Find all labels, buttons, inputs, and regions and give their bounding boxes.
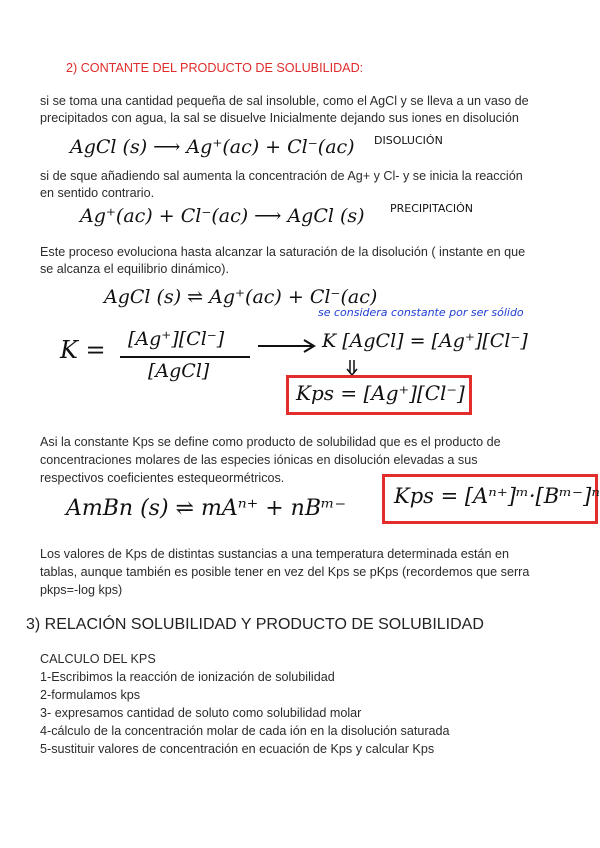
step-item: 3- expresamos cantidad de soluto como solubilidad molar bbox=[40, 706, 362, 720]
paragraph-2-line-1: si de sque añadiendo sal aumenta la concentración de Ag+ y Cl- y se inicia la reacción bbox=[40, 169, 523, 183]
paragraph-1-line-1: si se toma una cantidad pequeña de sal insoluble, como el AgCl y se lleva a un vaso de bbox=[40, 94, 529, 108]
section-3-subtitle: CALCULO DEL KPS bbox=[40, 652, 156, 666]
equation-equilibrium: AgCl (s) ⇌ Ag⁺(ac) + Cl⁻(ac) bbox=[104, 286, 378, 308]
equation-general: AmBn (s) ⇌ mAⁿ⁺ + nBᵐ⁻ bbox=[66, 496, 347, 521]
k-label: K = bbox=[60, 336, 106, 364]
kps-general-expression: Kps = [Aⁿ⁺]ᵐ·[Bᵐ⁻]ⁿ bbox=[394, 484, 600, 508]
handwritten-note-constant: se considera constante por ser sólido bbox=[318, 306, 524, 319]
k-numerator: [Ag⁺][Cl⁻] bbox=[128, 328, 225, 350]
step-item: 2-formulamos kps bbox=[40, 688, 141, 702]
step-item: 1-Escribimos la reacción de ionización de solubilidad bbox=[40, 670, 335, 684]
section-3-title: 3) RELACIÓN SOLUBILIDAD Y PRODUCTO DE SOLUBILIDAD bbox=[26, 616, 484, 633]
paragraph-2-line-2: en sentido contrario. bbox=[40, 186, 155, 200]
step-item: 4-cálculo de la concentración molar de cada ión en la disolución saturada bbox=[40, 724, 450, 738]
section-2-title: 2) CONTANTE DEL PRODUCTO DE SOLUBILIDAD: bbox=[66, 61, 364, 75]
k-rhs-expression: K [AgCl] = [Ag⁺][Cl⁻] bbox=[322, 330, 528, 352]
paragraph-4-line-1: Asi la constante Kps se define como producto de solubilidad que es el producto de bbox=[40, 435, 501, 449]
paragraph-4-line-2: concentraciones molares de las especies iónicas en disolución elevadas a sus bbox=[40, 453, 478, 467]
paragraph-3-line-1: Este proceso evoluciona hasta alcanzar la saturación de la disolución ( instante en que bbox=[40, 245, 526, 259]
paragraph-1-line-2: precipitados con agua, la sal se disuelve Inicialmente dejando sus iones en disolución bbox=[40, 111, 519, 125]
equation-precipitation: Ag⁺(ac) + Cl⁻(ac) ⟶ AgCl (s) bbox=[80, 205, 365, 227]
paragraph-3-line-2: se alcanza el equilibrio dinámico). bbox=[40, 262, 230, 276]
equation-dissolution: AgCl (s) ⟶ Ag⁺(ac) + Cl⁻(ac) bbox=[70, 136, 355, 158]
equation-precipitation-note: PRECIPITACIÓN bbox=[390, 202, 474, 215]
paragraph-4-line-3: respectivos coeficientes estequeormétricos. bbox=[40, 471, 285, 485]
paragraph-5-line-3: pkps=-log kps) bbox=[40, 583, 123, 597]
step-item: 5-sustituir valores de concentración en ecuación de Kps y calcular Kps bbox=[40, 742, 435, 756]
paragraph-5-line-2: tablas, aunque también es posible tener en vez del Kps se pKps (recordemos que serra bbox=[40, 565, 530, 579]
fraction-bar bbox=[120, 356, 250, 358]
kps-expression-agcl: Kps = [Ag⁺][Cl⁻] bbox=[296, 381, 465, 405]
down-arrow-icon bbox=[345, 360, 359, 376]
right-arrow-icon bbox=[258, 338, 318, 354]
equation-dissolution-note: DISOLUCIÓN bbox=[374, 134, 443, 147]
k-denominator: [AgCl] bbox=[148, 360, 210, 382]
paragraph-5-line-1: Los valores de Kps de distintas sustancias a una temperatura determinada están en bbox=[40, 547, 510, 561]
